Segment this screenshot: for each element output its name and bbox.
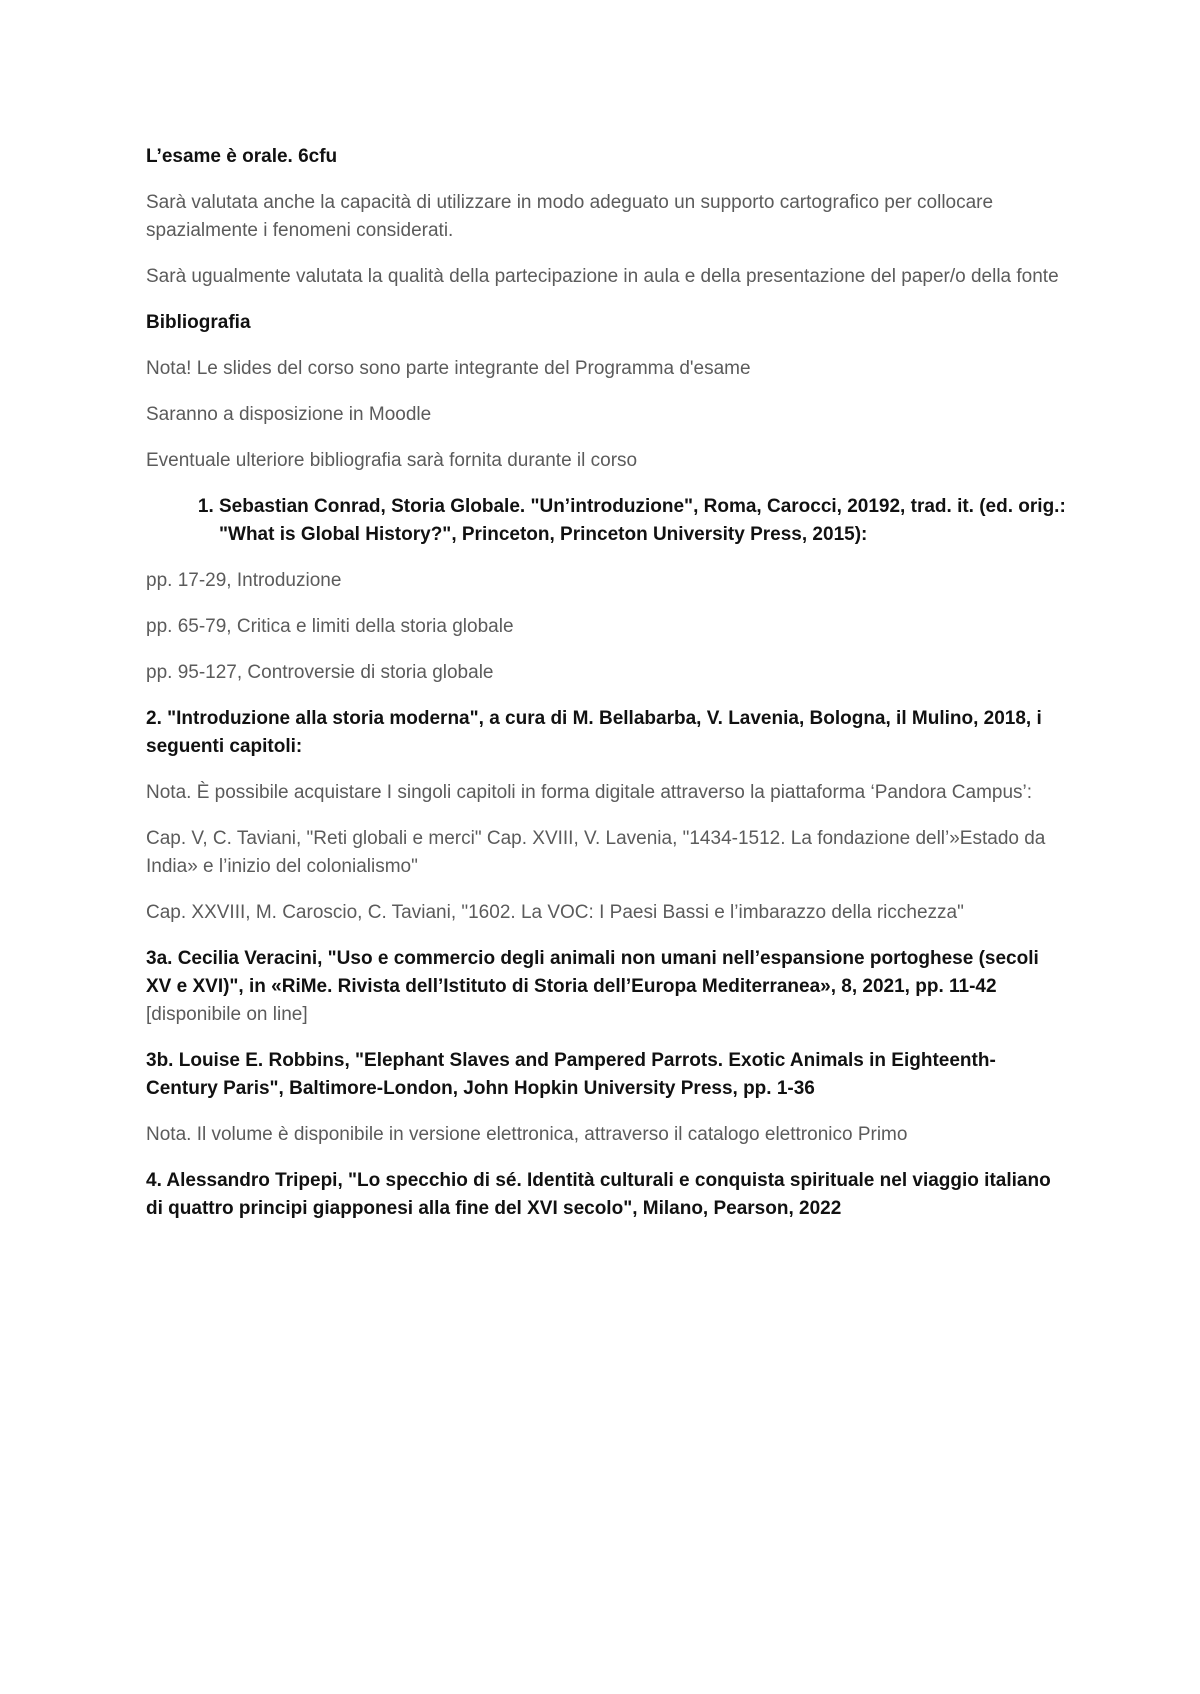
item2-note: Nota. È possibile acquistare I singoli capitoli in forma digitale attraverso la piattaforma ‘Pandora Campus’: xyxy=(146,782,1033,803)
item2-chapters-1: Cap. V, C. Taviani, "Reti globali e merci" Cap. XVIII, V. Lavenia, "1434-1512. La fondazione dell’»Estado da India» e l’inizio del colonialismo" xyxy=(146,828,1046,877)
item1-pages-3: pp. 95-127, Controversie di storia globale xyxy=(146,662,494,683)
bib-item-3a xyxy=(146,945,1066,1029)
bib-item-4: 4. Alessandro Tripepi, "Lo specchio di sé. Identità culturali e conquista spirituale nel viaggio italiano di quattro principi giapponesi alla fine del XVI secolo", Milano, Pearson, 2022 xyxy=(146,1170,1051,1219)
bib-item-3a-availability: [disponibile on line] xyxy=(146,1004,308,1025)
document-body xyxy=(146,143,1066,1241)
exam-paragraph-1: Sarà valutata anche la capacità di utilizzare in modo adeguato un supporto cartografico per collocare spazialmente i fenomeni considerati. xyxy=(146,192,994,241)
bibliography-note-1: Nota! Le slides del corso sono parte integrante del Programma d'esame xyxy=(146,358,751,379)
bib-item-2: 2. "Introduzione alla storia moderna", a cura di M. Bellabarba, V. Lavenia, Bologna, il Mulino, 2018, i seguenti capitoli: xyxy=(146,708,1042,757)
item2-chapters-2: Cap. XXVIII, M. Caroscio, C. Taviani, "1602. La VOC: I Paesi Bassi e l’imbarazzo della ricchezza" xyxy=(146,902,964,923)
bib-item-3a-text: 3a. Cecilia Veracini, "Uso e commercio degli animali non umani nell’espansione portoghese (secoli XV e XVI)", in «RiMe. Rivista dell’Istituto di Storia dell’Europa Mediterranea», 8, 2021, pp. 11-42 xyxy=(146,948,1039,997)
exam-paragraph-2: Sarà ugualmente valutata la qualità della partecipazione in aula e della presentazione del paper/o della fonte xyxy=(146,266,1059,287)
bibliography-note-3: Eventuale ulteriore bibliografia sarà fornita durante il corso xyxy=(146,450,638,471)
bibliography-heading: Bibliografia xyxy=(146,312,251,333)
bibliography-list xyxy=(146,493,1066,549)
bib-item-1: 1. Sebastian Conrad, Storia Globale. "Un’introduzione", Roma, Carocci, 20192, trad. it. (ed. orig.: "What is Global History?", Princeton, Princeton University Press, 2015): xyxy=(219,493,1066,549)
exam-heading: L’esame è orale. 6cfu xyxy=(146,146,338,167)
item1-pages-1: pp. 17-29, Introduzione xyxy=(146,570,342,591)
item1-pages-2: pp. 65-79, Critica e limiti della storia globale xyxy=(146,616,514,637)
bib-item-3b: 3b. Louise E. Robbins, "Elephant Slaves and Pampered Parrots. Exotic Animals in Eighteenth-Century Paris", Baltimore-London, John Hopkin University Press, pp. 1-36 xyxy=(146,1050,996,1099)
item3b-note: Nota. Il volume è disponibile in versione elettronica, attraverso il catalogo elettronico Primo xyxy=(146,1124,908,1145)
bibliography-note-2: Saranno a disposizione in Moodle xyxy=(146,404,432,425)
